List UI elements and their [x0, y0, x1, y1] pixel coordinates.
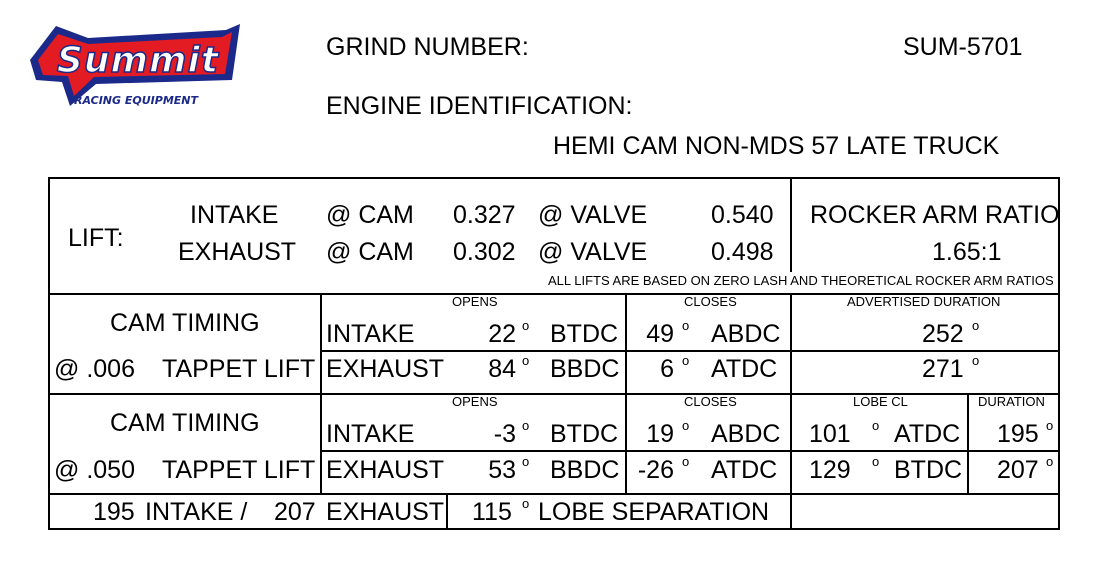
rocker-arm-ratio-value: 1.65:1 — [932, 238, 1002, 266]
timing006-exhaust-open: 84 — [488, 355, 516, 383]
lobe-cl-header: LOBE CL — [853, 394, 908, 409]
grind-number-value: SUM-5701 — [903, 33, 1023, 61]
lift-exhaust-label: EXHAUST — [178, 238, 297, 266]
lift-intake-label: INTAKE — [190, 201, 279, 229]
intake-valve-lift: 0.540 — [711, 201, 774, 229]
cam-timing-006-title: CAM TIMING — [110, 309, 260, 337]
timing006-intake-label: INTAKE — [326, 320, 415, 348]
timing006-exhaust-label: EXHAUST — [326, 355, 445, 383]
intake-at-cam-label: @ CAM — [326, 201, 414, 229]
degree-symbol: o — [972, 353, 980, 368]
timing006-intake-close: 49 — [646, 320, 674, 348]
lift-note: ALL LIFTS ARE BASED ON ZERO LASH AND THEORETICAL ROCKER ARM RATIOS — [548, 273, 1054, 288]
cam-timing-006-tappet: TAPPET LIFT — [162, 355, 316, 383]
timing050-exhaust-centerline-ref: BTDC — [894, 456, 963, 484]
summary-lobe-separation: LOBE SEPARATION — [538, 498, 770, 526]
summary-lobe-value: 115 — [472, 498, 512, 526]
timing050-intake-label: INTAKE — [326, 420, 415, 448]
timing006-intake-close-ref: ABDC — [711, 320, 781, 348]
timing050-intake-centerline-ref: ATDC — [894, 420, 961, 448]
timing006-intake-open: 22 — [488, 320, 516, 348]
timing006-intake-duration: 252 — [922, 320, 964, 348]
logo-tagline: RACING EQUIPMENT — [74, 94, 198, 107]
duration-header: DURATION — [978, 394, 1045, 409]
advertised-duration-header: ADVERTISED DURATION — [847, 294, 1001, 309]
closes-header-050: CLOSES — [684, 394, 737, 409]
timing006-exhaust-close: 6 — [660, 355, 674, 383]
summary-exhaust-text: EXHAUST — [326, 498, 445, 526]
timing050-exhaust-open: 53 — [488, 456, 516, 484]
intake-cam-lift: 0.327 — [453, 201, 516, 229]
timing050-intake-open-ref: BTDC — [550, 420, 619, 448]
degree-symbol: o — [522, 454, 530, 469]
closes-header-006: CLOSES — [684, 294, 737, 309]
timing050-exhaust-duration: 207 — [997, 456, 1039, 484]
exhaust-valve-lift: 0.498 — [711, 238, 774, 266]
opens-header-050: OPENS — [452, 394, 498, 409]
degree-symbol: o — [522, 318, 530, 333]
degree-symbol: o — [1046, 454, 1054, 469]
timing050-exhaust-label: EXHAUST — [326, 456, 445, 484]
timing050-intake-centerline: 101 — [809, 420, 851, 448]
exhaust-at-valve-label: @ VALVE — [538, 238, 648, 266]
grind-number-label: GRIND NUMBER: — [326, 33, 529, 61]
engine-identification-label: ENGINE IDENTIFICATION: — [326, 92, 633, 120]
timing006-exhaust-open-ref: BBDC — [550, 355, 620, 383]
cam-timing-050-title: CAM TIMING — [110, 409, 260, 437]
timing050-intake-close: 19 — [646, 420, 674, 448]
summary-intake-value: 195 — [93, 498, 135, 526]
timing050-intake-close-ref: ABDC — [711, 420, 781, 448]
timing006-intake-open-ref: BTDC — [550, 320, 619, 348]
degree-symbol: o — [972, 318, 980, 333]
timing050-exhaust-open-ref: BBDC — [550, 456, 620, 484]
summit-racing-logo — [26, 20, 246, 112]
degree-symbol: o — [522, 418, 530, 433]
degree-symbol: o — [872, 418, 880, 433]
degree-symbol: o — [872, 454, 880, 469]
cam-timing-050-at: @ .050 — [54, 456, 135, 484]
exhaust-cam-lift: 0.302 — [453, 238, 516, 266]
summary-exhaust-value: 207 — [274, 498, 316, 526]
lift-label: LIFT: — [68, 224, 124, 252]
timing050-intake-open: -3 — [493, 420, 516, 448]
timing050-exhaust-close-ref: ATDC — [711, 456, 778, 484]
engine-identification-value: HEMI CAM NON-MDS 57 LATE TRUCK — [553, 132, 1000, 160]
degree-symbol: o — [682, 318, 690, 333]
degree-symbol: o — [522, 496, 530, 511]
opens-header-006: OPENS — [452, 294, 498, 309]
degree-symbol: o — [682, 353, 690, 368]
cam-timing-050-tappet: TAPPET LIFT — [162, 456, 316, 484]
timing006-exhaust-close-ref: ATDC — [711, 355, 778, 383]
degree-symbol: o — [522, 353, 530, 368]
intake-at-valve-label: @ VALVE — [538, 201, 648, 229]
rocker-arm-ratio-label: ROCKER ARM RATIO — [810, 201, 1060, 229]
cam-timing-006-at: @ .006 — [54, 355, 135, 383]
timing050-exhaust-centerline: 129 — [809, 456, 851, 484]
degree-symbol: o — [1046, 418, 1054, 433]
logo-brand-text: Summit — [56, 40, 220, 81]
degree-symbol: o — [682, 454, 690, 469]
timing050-exhaust-close: -26 — [637, 456, 674, 484]
exhaust-at-cam-label: @ CAM — [326, 238, 414, 266]
timing050-intake-duration: 195 — [997, 420, 1039, 448]
timing006-exhaust-duration: 271 — [922, 355, 964, 383]
summary-intake-text: INTAKE / — [145, 498, 248, 526]
degree-symbol: o — [682, 418, 690, 433]
